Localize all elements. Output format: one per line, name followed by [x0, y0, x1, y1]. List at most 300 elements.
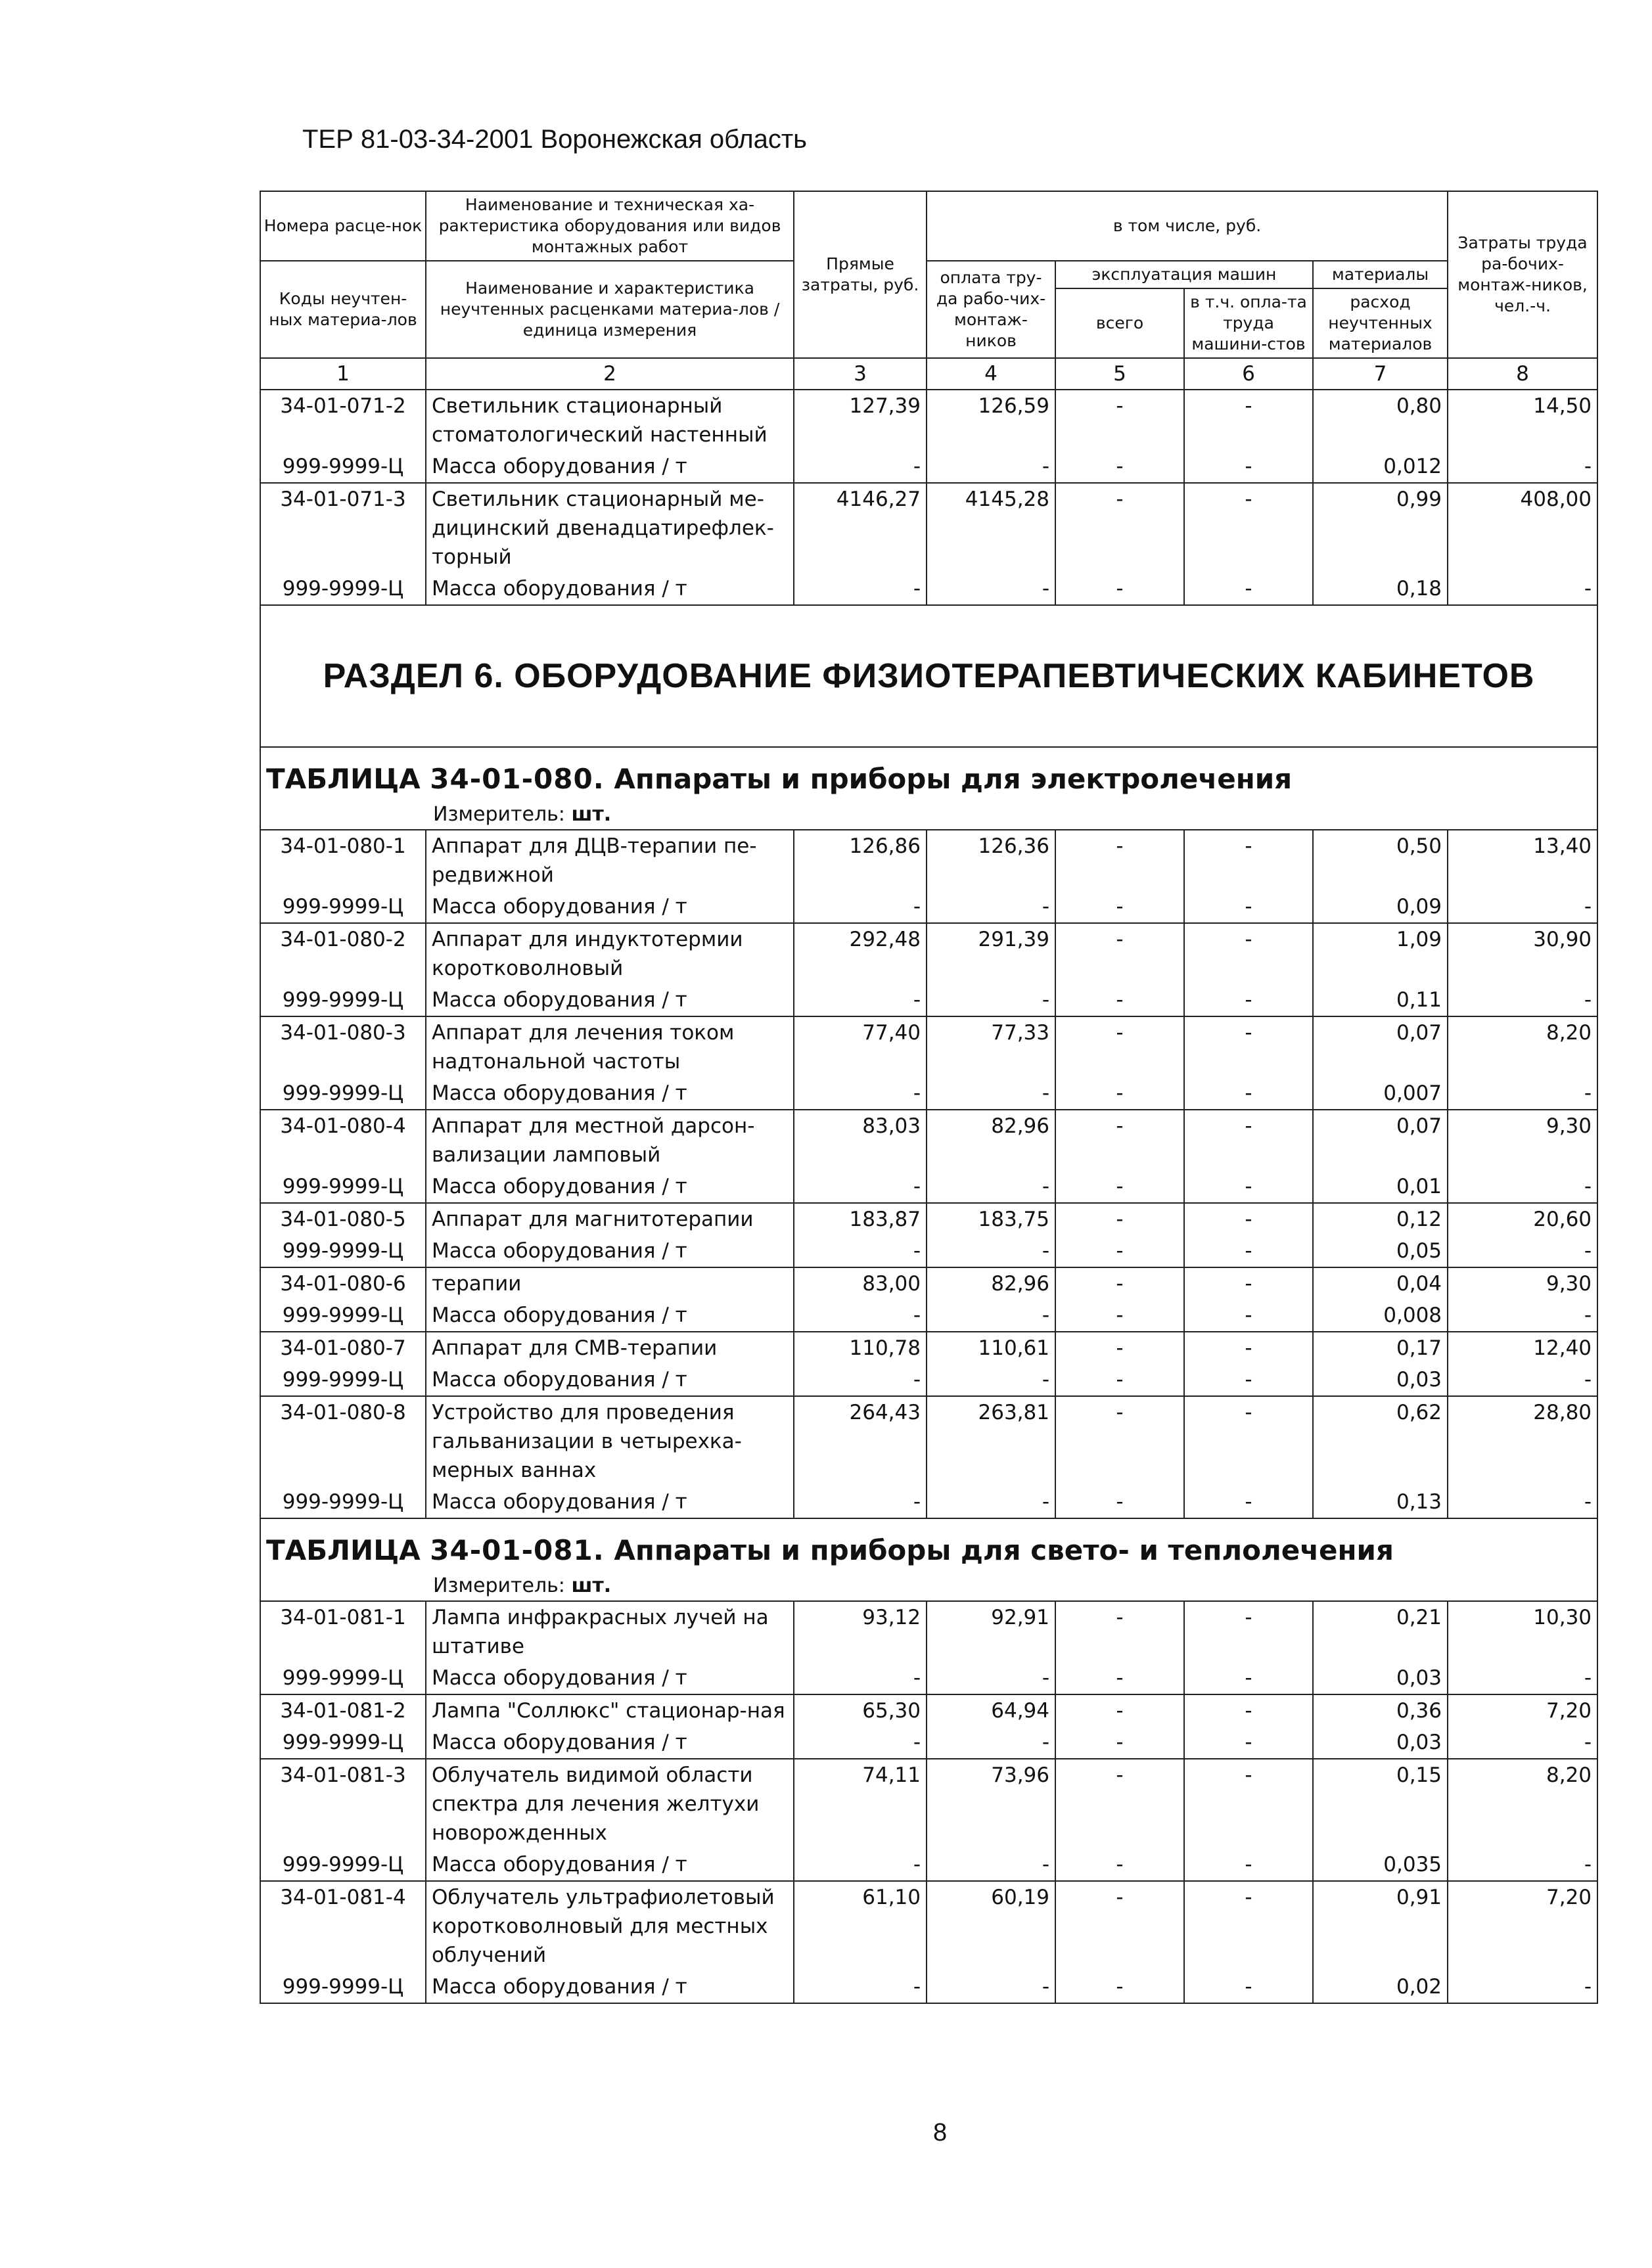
- document-header: ТЕР 81-03-34-2001 Воронежская область: [302, 125, 808, 154]
- row-worker-pay: 126,59: [927, 390, 1055, 451]
- row-name: Масса оборудования / т: [426, 1235, 794, 1267]
- row-materials-use: 0,008: [1313, 1300, 1448, 1332]
- row-direct-costs: 292,48: [794, 923, 927, 984]
- col-header-codes-bottom: Коды неучтен-ных материа-лов: [260, 261, 426, 358]
- row-worker-pay: 183,75: [927, 1203, 1055, 1235]
- section-6: [260, 605, 1597, 747]
- row-direct-costs: 83,03: [794, 1110, 927, 1171]
- row-machines-total: -: [1055, 1971, 1184, 2003]
- row-machines-total: -: [1055, 1203, 1184, 1235]
- row-machinists-pay: -: [1184, 1016, 1313, 1077]
- row-name: Масса оборудования / т: [426, 1077, 794, 1110]
- row-materials-use: 0,36: [1313, 1694, 1448, 1727]
- row-labor-hours: -: [1448, 1077, 1597, 1110]
- row-worker-pay: -: [927, 1235, 1055, 1267]
- row-code: 999-9999-Ц: [260, 1486, 426, 1518]
- row-worker-pay: 82,96: [927, 1267, 1055, 1300]
- row-worker-pay: -: [927, 1727, 1055, 1759]
- row-direct-costs: -: [794, 984, 927, 1016]
- table-34-01-081-header: [260, 1518, 1597, 1601]
- table-row: [260, 1601, 1597, 1662]
- row-labor-hours: -: [1448, 1171, 1597, 1203]
- measure-label: Измеритель:: [433, 1574, 565, 1597]
- row-machinists-pay: -: [1184, 1971, 1313, 2003]
- row-materials-use: 0,91: [1313, 1881, 1448, 1971]
- rates-table: [260, 191, 1598, 2004]
- row-materials-use: 0,99: [1313, 483, 1448, 573]
- table-row: [260, 1235, 1597, 1267]
- row-labor-hours: 14,50: [1448, 390, 1597, 451]
- row-worker-pay: -: [927, 1971, 1055, 2003]
- row-machinists-pay: -: [1184, 1077, 1313, 1110]
- row-machinists-pay: -: [1184, 1662, 1313, 1694]
- row-direct-costs: 93,12: [794, 1601, 927, 1662]
- row-direct-costs: 61,10: [794, 1881, 927, 1971]
- measure-unit: шт.: [571, 1574, 612, 1597]
- row-name: Масса оборудования / т: [426, 573, 794, 605]
- row-materials-use: 0,17: [1313, 1332, 1448, 1364]
- row-direct-costs: 65,30: [794, 1694, 927, 1727]
- row-materials-use: 0,62: [1313, 1396, 1448, 1486]
- row-materials-use: 0,80: [1313, 390, 1448, 451]
- row-machines-total: -: [1055, 830, 1184, 891]
- row-worker-pay: 73,96: [927, 1759, 1055, 1849]
- row-materials-use: 0,03: [1313, 1364, 1448, 1396]
- table-row: [260, 830, 1597, 891]
- row-code: 34-01-080-1: [260, 830, 426, 891]
- row-labor-hours: 9,30: [1448, 1267, 1597, 1300]
- table-label: ТАБЛИЦА: [266, 763, 421, 795]
- row-code: 34-01-080-2: [260, 923, 426, 984]
- page-number: 8: [933, 2119, 948, 2146]
- col-header-machines-total: всего: [1055, 288, 1184, 358]
- row-machines-total: -: [1055, 1235, 1184, 1267]
- row-worker-pay: 77,33: [927, 1016, 1055, 1077]
- row-labor-hours: -: [1448, 1849, 1597, 1881]
- row-labor-hours: -: [1448, 1971, 1597, 2003]
- row-labor-hours: 30,90: [1448, 923, 1597, 984]
- row-machines-total: -: [1055, 1396, 1184, 1486]
- row-name: Лампа "Соллюкс" стационар-ная: [426, 1694, 794, 1727]
- row-direct-costs: 74,11: [794, 1759, 927, 1849]
- row-machinists-pay: -: [1184, 1267, 1313, 1300]
- row-machines-total: -: [1055, 1364, 1184, 1396]
- row-worker-pay: -: [927, 891, 1055, 923]
- col-header-machinists-pay: в т.ч. опла-та труда машини-стов: [1184, 288, 1313, 358]
- row-labor-hours: -: [1448, 1364, 1597, 1396]
- row-worker-pay: 291,39: [927, 923, 1055, 984]
- row-name: Масса оборудования / т: [426, 1364, 794, 1396]
- row-machines-total: -: [1055, 451, 1184, 483]
- row-direct-costs: -: [794, 1171, 927, 1203]
- column-numbers-row: [260, 358, 1597, 390]
- row-code: 999-9999-Ц: [260, 1364, 426, 1396]
- row-machinists-pay: -: [1184, 984, 1313, 1016]
- table-row: [260, 1971, 1597, 2003]
- row-worker-pay: -: [927, 1662, 1055, 1694]
- row-worker-pay: 4145,28: [927, 483, 1055, 573]
- table-row: [260, 891, 1597, 923]
- row-materials-use: 0,04: [1313, 1267, 1448, 1300]
- table-row: [260, 1881, 1597, 1971]
- column-number: 4: [927, 358, 1055, 390]
- row-worker-pay: 60,19: [927, 1881, 1055, 1971]
- row-machinists-pay: -: [1184, 923, 1313, 984]
- row-worker-pay: 92,91: [927, 1601, 1055, 1662]
- row-machinists-pay: -: [1184, 483, 1313, 573]
- table-number: 34-01-081.: [430, 1534, 605, 1566]
- row-code: 999-9999-Ц: [260, 1077, 426, 1110]
- table-row: [260, 1849, 1597, 1881]
- row-worker-pay: 110,61: [927, 1332, 1055, 1364]
- table-title: [260, 1518, 1597, 1572]
- row-name: Масса оборудования / т: [426, 1171, 794, 1203]
- row-machinists-pay: -: [1184, 1694, 1313, 1727]
- row-labor-hours: 408,00: [1448, 483, 1597, 573]
- column-number: 3: [794, 358, 927, 390]
- row-machinists-pay: -: [1184, 1727, 1313, 1759]
- row-name: Аппарат для ДЦВ-терапии пе-редвижной: [426, 830, 794, 891]
- row-materials-use: 0,12: [1313, 1203, 1448, 1235]
- row-labor-hours: 10,30: [1448, 1601, 1597, 1662]
- table-header: [260, 191, 1597, 390]
- column-number: 6: [1184, 358, 1313, 390]
- row-materials-use: 0,07: [1313, 1016, 1448, 1077]
- measure-unit: шт.: [571, 803, 612, 826]
- row-name: Облучатель видимой области спектра для лечения желтухи новорожденных: [426, 1759, 794, 1849]
- row-worker-pay: -: [927, 1077, 1055, 1110]
- row-direct-costs: -: [794, 1235, 927, 1267]
- col-header-materials: материалы: [1313, 261, 1448, 288]
- col-header-direct-costs: Прямые затраты, руб.: [794, 191, 927, 358]
- table-row: [260, 1486, 1597, 1518]
- row-direct-costs: -: [794, 1849, 927, 1881]
- row-direct-costs: 126,86: [794, 830, 927, 891]
- table-34-01-080-header: [260, 747, 1597, 830]
- row-machines-total: -: [1055, 1601, 1184, 1662]
- row-machines-total: -: [1055, 1171, 1184, 1203]
- row-machines-total: -: [1055, 923, 1184, 984]
- row-machinists-pay: -: [1184, 1601, 1313, 1662]
- row-direct-costs: -: [794, 451, 927, 483]
- table-34-01-081-rows: [260, 1601, 1597, 2003]
- col-header-materials-use: расход неучтенных материалов: [1313, 288, 1448, 358]
- row-name: Масса оборудования / т: [426, 1486, 794, 1518]
- table-row: [260, 1203, 1597, 1235]
- column-number: 8: [1448, 358, 1597, 390]
- table-row: [260, 1759, 1597, 1849]
- col-header-name-bottom: Наименование и характеристика неучтенных расценками материа-лов / единица измерения: [426, 261, 794, 358]
- section-title: РАЗДЕЛ 6. ОБОРУДОВАНИЕ ФИЗИОТЕРАПЕВТИЧЕСКИХ КАБИНЕТОВ: [260, 605, 1597, 747]
- measure-label: Измеритель:: [433, 803, 565, 826]
- row-materials-use: 0,01: [1313, 1171, 1448, 1203]
- row-labor-hours: 7,20: [1448, 1694, 1597, 1727]
- row-name: Устройство для проведения гальванизации в четырехка-мерных ваннах: [426, 1396, 794, 1486]
- column-number: 5: [1055, 358, 1184, 390]
- table-label: ТАБЛИЦА: [266, 1534, 421, 1566]
- row-labor-hours: 8,20: [1448, 1016, 1597, 1077]
- row-machinists-pay: -: [1184, 1881, 1313, 1971]
- row-name: Аппарат для лечения током надтональной частоты: [426, 1016, 794, 1077]
- row-materials-use: 0,18: [1313, 573, 1448, 605]
- row-worker-pay: -: [927, 1486, 1055, 1518]
- row-code: 34-01-081-1: [260, 1601, 426, 1662]
- row-machines-total: -: [1055, 891, 1184, 923]
- row-machinists-pay: -: [1184, 1849, 1313, 1881]
- row-name: Лампа инфракрасных лучей на штативе: [426, 1601, 794, 1662]
- table-row: [260, 1396, 1597, 1486]
- row-code: 999-9999-Ц: [260, 1300, 426, 1332]
- row-worker-pay: -: [927, 1364, 1055, 1396]
- row-machines-total: -: [1055, 1759, 1184, 1849]
- row-materials-use: 0,13: [1313, 1486, 1448, 1518]
- row-machines-total: -: [1055, 1110, 1184, 1171]
- row-code: 999-9999-Ц: [260, 1727, 426, 1759]
- row-code: 34-01-080-4: [260, 1110, 426, 1171]
- row-materials-use: 0,035: [1313, 1849, 1448, 1881]
- row-machines-total: -: [1055, 1486, 1184, 1518]
- table-row: [260, 1662, 1597, 1694]
- row-labor-hours: -: [1448, 1300, 1597, 1332]
- row-worker-pay: 64,94: [927, 1694, 1055, 1727]
- row-worker-pay: 126,36: [927, 830, 1055, 891]
- row-materials-use: 0,03: [1313, 1727, 1448, 1759]
- row-code: 34-01-071-2: [260, 390, 426, 451]
- table-row: [260, 984, 1597, 1016]
- row-machines-total: -: [1055, 1267, 1184, 1300]
- table-row: [260, 483, 1597, 573]
- row-code: 34-01-080-3: [260, 1016, 426, 1077]
- row-machines-total: -: [1055, 1881, 1184, 1971]
- row-direct-costs: 77,40: [794, 1016, 927, 1077]
- row-direct-costs: 83,00: [794, 1267, 927, 1300]
- row-code: 999-9999-Ц: [260, 1849, 426, 1881]
- row-name: Масса оборудования / т: [426, 891, 794, 923]
- table-row: [260, 923, 1597, 984]
- row-code: 34-01-080-5: [260, 1203, 426, 1235]
- row-direct-costs: 183,87: [794, 1203, 927, 1235]
- table-row: [260, 1727, 1597, 1759]
- table-34-01-080-rows: [260, 830, 1597, 1518]
- row-name: Масса оборудования / т: [426, 451, 794, 483]
- table-row: [260, 1332, 1597, 1364]
- row-name: Светильник стационарный стоматологический настенный: [426, 390, 794, 451]
- row-worker-pay: -: [927, 1171, 1055, 1203]
- row-code: 34-01-081-4: [260, 1881, 426, 1971]
- table-number: 34-01-080.: [430, 763, 605, 795]
- row-labor-hours: 28,80: [1448, 1396, 1597, 1486]
- row-direct-costs: -: [794, 1727, 927, 1759]
- column-number: 1: [260, 358, 426, 390]
- row-code: 34-01-080-8: [260, 1396, 426, 1486]
- row-name: Масса оборудования / т: [426, 1662, 794, 1694]
- row-machinists-pay: -: [1184, 1235, 1313, 1267]
- table-title: [260, 747, 1597, 800]
- row-labor-hours: -: [1448, 1235, 1597, 1267]
- row-worker-pay: 82,96: [927, 1110, 1055, 1171]
- col-header-machines: эксплуатация машин: [1055, 261, 1313, 288]
- row-machinists-pay: -: [1184, 573, 1313, 605]
- row-machinists-pay: -: [1184, 891, 1313, 923]
- row-machines-total: -: [1055, 1662, 1184, 1694]
- row-name: Масса оборудования / т: [426, 984, 794, 1016]
- row-machines-total: -: [1055, 573, 1184, 605]
- row-labor-hours: -: [1448, 451, 1597, 483]
- row-direct-costs: -: [794, 1300, 927, 1332]
- row-direct-costs: -: [794, 1364, 927, 1396]
- row-materials-use: 0,03: [1313, 1662, 1448, 1694]
- row-machines-total: -: [1055, 390, 1184, 451]
- table-row: [260, 1267, 1597, 1300]
- row-labor-hours: -: [1448, 1727, 1597, 1759]
- row-machinists-pay: -: [1184, 1171, 1313, 1203]
- measure-unit-line: [260, 1572, 1597, 1601]
- row-code: 999-9999-Ц: [260, 984, 426, 1016]
- row-machinists-pay: -: [1184, 1110, 1313, 1171]
- row-materials-use: 0,21: [1313, 1601, 1448, 1662]
- row-direct-costs: -: [794, 1662, 927, 1694]
- table-row: [260, 1016, 1597, 1077]
- row-machinists-pay: -: [1184, 1332, 1313, 1364]
- row-labor-hours: -: [1448, 984, 1597, 1016]
- row-direct-costs: -: [794, 1486, 927, 1518]
- row-name: терапии: [426, 1267, 794, 1300]
- row-direct-costs: 264,43: [794, 1396, 927, 1486]
- row-name: Облучатель ультрафиолетовый коротковолновый для местных облучений: [426, 1881, 794, 1971]
- row-direct-costs: 4146,27: [794, 483, 927, 573]
- row-worker-pay: -: [927, 1300, 1055, 1332]
- row-direct-costs: -: [794, 573, 927, 605]
- row-name: Аппарат для СМВ-терапии: [426, 1332, 794, 1364]
- row-machines-total: -: [1055, 1300, 1184, 1332]
- col-header-worker-pay: оплата тру-да рабо-чих-монтаж-ников: [927, 261, 1055, 358]
- row-worker-pay: -: [927, 1849, 1055, 1881]
- row-worker-pay: -: [927, 451, 1055, 483]
- row-machinists-pay: -: [1184, 830, 1313, 891]
- price-table: [260, 191, 1597, 2004]
- row-labor-hours: -: [1448, 1486, 1597, 1518]
- row-machinists-pay: -: [1184, 1396, 1313, 1486]
- row-code: 999-9999-Ц: [260, 573, 426, 605]
- table-row: [260, 1694, 1597, 1727]
- row-machines-total: -: [1055, 1727, 1184, 1759]
- row-machines-total: -: [1055, 1332, 1184, 1364]
- row-labor-hours: 8,20: [1448, 1759, 1597, 1849]
- row-name: Масса оборудования / т: [426, 1727, 794, 1759]
- row-machines-total: -: [1055, 483, 1184, 573]
- measure-unit-line: [260, 800, 1597, 830]
- row-name: Масса оборудования / т: [426, 1971, 794, 2003]
- row-machinists-pay: -: [1184, 1203, 1313, 1235]
- row-code: 999-9999-Ц: [260, 1235, 426, 1267]
- row-labor-hours: 20,60: [1448, 1203, 1597, 1235]
- row-code: 34-01-081-2: [260, 1694, 426, 1727]
- row-name: Масса оборудования / т: [426, 1849, 794, 1881]
- table-row: [260, 1077, 1597, 1110]
- row-name: Аппарат для магнитотерапии: [426, 1203, 794, 1235]
- row-labor-hours: -: [1448, 1662, 1597, 1694]
- row-materials-use: 1,09: [1313, 923, 1448, 984]
- row-labor-hours: 7,20: [1448, 1881, 1597, 1971]
- row-machines-total: -: [1055, 1694, 1184, 1727]
- row-code: 34-01-071-3: [260, 483, 426, 573]
- row-materials-use: 0,012: [1313, 451, 1448, 483]
- row-materials-use: 0,15: [1313, 1759, 1448, 1849]
- row-worker-pay: -: [927, 573, 1055, 605]
- table-row: [260, 573, 1597, 605]
- row-machinists-pay: -: [1184, 451, 1313, 483]
- row-code: 999-9999-Ц: [260, 891, 426, 923]
- row-materials-use: 0,07: [1313, 1110, 1448, 1171]
- row-name: Аппарат для местной дарсон-вализации ламповый: [426, 1110, 794, 1171]
- row-worker-pay: 263,81: [927, 1396, 1055, 1486]
- row-direct-costs: -: [794, 891, 927, 923]
- row-machinists-pay: -: [1184, 1486, 1313, 1518]
- table-row: [260, 1110, 1597, 1171]
- table-row: [260, 390, 1597, 451]
- row-machines-total: -: [1055, 1077, 1184, 1110]
- row-worker-pay: -: [927, 984, 1055, 1016]
- row-direct-costs: 110,78: [794, 1332, 927, 1364]
- table-row: [260, 451, 1597, 483]
- row-machinists-pay: -: [1184, 1759, 1313, 1849]
- row-code: 999-9999-Ц: [260, 451, 426, 483]
- table-row: [260, 1171, 1597, 1203]
- row-labor-hours: -: [1448, 573, 1597, 605]
- col-header-name-top: Наименование и техническая ха-рактеристика оборудования или видов монтажных работ: [426, 191, 794, 261]
- row-machinists-pay: -: [1184, 1364, 1313, 1396]
- table-row: [260, 1300, 1597, 1332]
- row-code: 34-01-081-3: [260, 1759, 426, 1849]
- table-name: Аппараты и приборы для электролечения: [614, 763, 1293, 795]
- row-machines-total: -: [1055, 1016, 1184, 1077]
- table-name: Аппараты и приборы для свето- и теплолечения: [614, 1534, 1394, 1566]
- top-rows: [260, 390, 1597, 605]
- row-code: 34-01-080-6: [260, 1267, 426, 1300]
- row-direct-costs: -: [794, 1971, 927, 2003]
- row-machines-total: -: [1055, 984, 1184, 1016]
- row-labor-hours: 9,30: [1448, 1110, 1597, 1171]
- row-code: 999-9999-Ц: [260, 1971, 426, 2003]
- row-code: 999-9999-Ц: [260, 1171, 426, 1203]
- table-row: [260, 1364, 1597, 1396]
- row-code: 999-9999-Ц: [260, 1662, 426, 1694]
- row-name: Масса оборудования / т: [426, 1300, 794, 1332]
- row-machines-total: -: [1055, 1849, 1184, 1881]
- row-machinists-pay: -: [1184, 390, 1313, 451]
- row-code: 34-01-080-7: [260, 1332, 426, 1364]
- row-direct-costs: -: [794, 1077, 927, 1110]
- row-materials-use: 0,007: [1313, 1077, 1448, 1110]
- row-name: Аппарат для индуктотермии коротковолновый: [426, 923, 794, 984]
- row-machinists-pay: -: [1184, 1300, 1313, 1332]
- row-direct-costs: 127,39: [794, 390, 927, 451]
- row-materials-use: 0,02: [1313, 1971, 1448, 2003]
- row-materials-use: 0,11: [1313, 984, 1448, 1016]
- col-header-labor-hours: Затраты труда ра-бочих-монтаж-ников, чел.-ч.: [1448, 191, 1597, 358]
- row-labor-hours: 13,40: [1448, 830, 1597, 891]
- row-labor-hours: -: [1448, 891, 1597, 923]
- row-materials-use: 0,05: [1313, 1235, 1448, 1267]
- row-materials-use: 0,50: [1313, 830, 1448, 891]
- col-header-including: в том числе, руб.: [927, 191, 1448, 261]
- row-materials-use: 0,09: [1313, 891, 1448, 923]
- row-name: Светильник стационарный ме-дицинский двенадцатирефлек-торный: [426, 483, 794, 573]
- column-number: 2: [426, 358, 794, 390]
- row-labor-hours: 12,40: [1448, 1332, 1597, 1364]
- column-number: 7: [1313, 358, 1448, 390]
- col-header-codes-top: Номера расце-нок: [260, 191, 426, 261]
